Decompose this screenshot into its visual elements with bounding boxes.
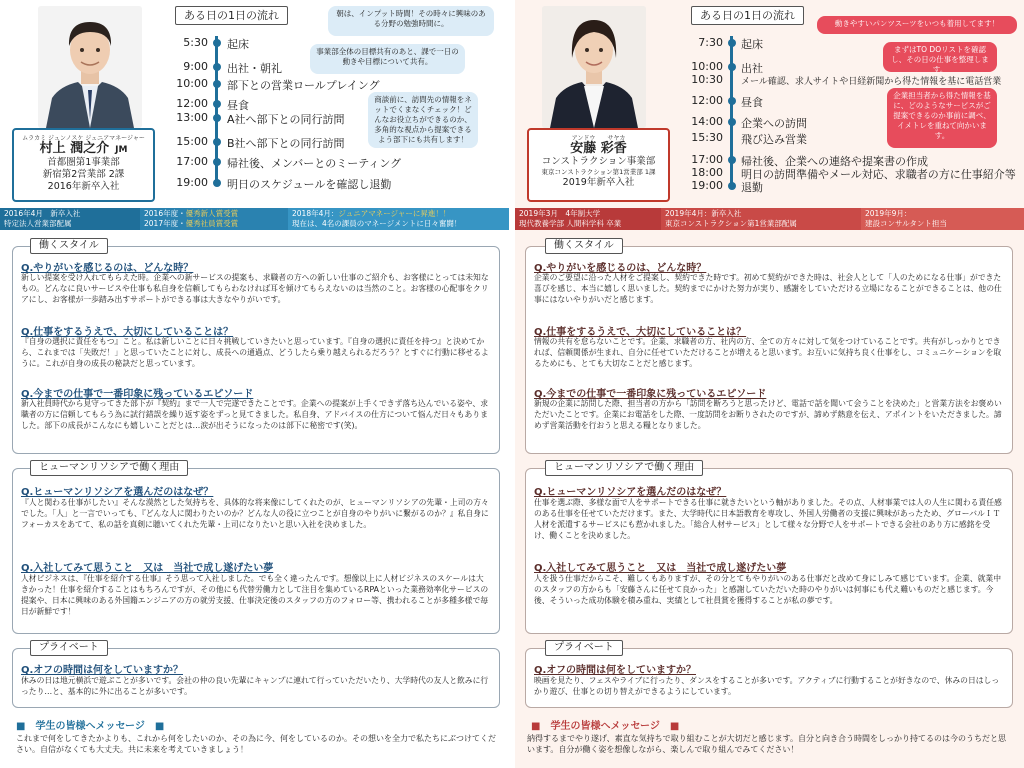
private-tab: プライベート — [30, 640, 108, 656]
career-step-line: 2016年4月 新卒入社 — [4, 209, 81, 218]
timeline-time: 10:00 — [691, 60, 723, 73]
timeline-event: 出社・朝礼 — [227, 62, 282, 75]
person-photo-icon — [38, 6, 142, 128]
private-tab: プライベート — [545, 640, 623, 656]
role-tag: JM — [115, 145, 128, 155]
timeline-dot — [213, 158, 221, 166]
question: Q.仕事をするうえで、大切にしていることは？ — [534, 327, 747, 338]
work-style-tab: 働くスタイル — [545, 238, 623, 254]
career-text: 2018年4月： — [292, 209, 339, 218]
timeline-dot — [213, 80, 221, 88]
question: Q.ヒューマンリソシアを選んだのはなぜ？ — [534, 487, 727, 498]
message-body: 納得するまでやり遂げ、素直な気持ちで取り組むことが大切だと感じます。自分と向き合う時間をしっかり持てるのは今のうちだと思います。自分が働く姿を想像しながら、楽しんで取り組んでみてください！ — [527, 734, 1006, 754]
answer: 仕事を選ぶ際、多様な面で人をサポートできる仕事に就きたいという軸がありました。その点、人材事業では人の人生に関わる責任感のある仕事を任せていただけます。また、大学時代に日本語教育を専攻し、外国人労働者の支援に興味があったため、グローバルＩＴ人材を派遣するサービスにも惹かれました。「総合人材サービス」として様々な分野で人をサポートできる会社のあり方に感銘を受け、働くことを決めました。 — [534, 498, 1002, 540]
timeline-time: 15:00 — [176, 135, 208, 148]
reason-tab: ヒューマンリソシアで働く理由 — [30, 460, 188, 476]
career-step-line — [144, 219, 284, 229]
answer: 人を扱う仕事だからこそ、難しくもありますが、その分とてもやりがいのある仕事だと改めて身にしみて感じています。企業、就業中のスタッフの方からも「安藤さんに任せて良かった」と感謝していただいた時のやりがいは何事にも代え難いものだと感じます。今後、そういった成功体験を積み重ね、実績として社員賞を獲得することが私の夢です。 — [534, 574, 1002, 605]
join-year-line: 2019年新卒入社 — [562, 177, 635, 188]
name-kana: アンドウ サヤカ — [571, 135, 626, 142]
work-style-tab: 働くスタイル — [30, 238, 108, 254]
message-title: ■ 学生の皆様へメッセージ ■ — [531, 721, 680, 732]
timeline-dot — [213, 138, 221, 146]
person-name — [14, 142, 153, 157]
timeline-event: 起床 — [741, 38, 763, 51]
career-step — [140, 208, 288, 230]
timeline-time: 10:30 — [691, 73, 723, 86]
timeline-dot — [728, 156, 736, 164]
division-line: 東京コンストラクション第1営業部 1課 — [541, 168, 656, 176]
message-body: これまで何をしてきたかよりも、これから何をしたいのか、その為に今、何をしているのか。その想いを全力で私たちにぶつけてください。自信がなくても大丈夫。共に未来を考えていきましょう！ — [16, 734, 496, 754]
timeline-event: 帰社後、企業への連絡や提案書の作成 — [741, 155, 928, 168]
left-profile-column — [0, 0, 509, 768]
note-bubble: 商談前に、訪問先の情報をネットでくまなくチェック！どんなお役立ちができるのか、多角的な視点から提案できるよう部下にも共有します！ — [368, 92, 478, 148]
timeline-event: 昼食 — [227, 99, 249, 112]
person-name: 安藤 彩香 — [570, 141, 627, 156]
note-bubble: 事業部全体の目標共有のあと、課で一日の動きや目標について共有。 — [310, 44, 465, 74]
career-band — [0, 208, 509, 230]
question: Q.今までの仕事で一番印象に残っているエピソード — [534, 389, 767, 400]
question: Q.オフの時間は何をしていますか？ — [534, 665, 696, 676]
timeline-time: 14:00 — [691, 115, 723, 128]
timeline-time: 15:30 — [691, 131, 723, 144]
question: Q.今までの仕事で一番印象に残っているエピソード — [21, 389, 254, 400]
career-text: 2017年度・ — [144, 219, 186, 228]
answer: 休みの日は地元横浜で遊ぶことが多いです。会社の仲の良い先輩にキャンプに連れて行っていただいたり、大学時代の友人と飲みに行ったり…と、基本的に外に出ることが多いです。 — [21, 676, 489, 696]
profile-photo — [38, 6, 142, 128]
division-line: 新宿第2営業部 2課 — [42, 169, 125, 180]
career-step-line: 特定法人営業部配属 — [4, 219, 72, 228]
answer: 情報の共有を怠らないことです。企業、求職者の方、社内の方、全ての方々に対して気をつけていることです。共有がしっかりとできれば、信頼関係が生まれ、自分に任せていただけることが増えると思います。お互いに気持ち良く仕事をし、コミュニケーションを取るためにも、とても大切なことだと感じます。 — [534, 337, 1002, 368]
name-kana: ムラカミ ジュンノスケ ジュニアマネージャー — [22, 135, 145, 142]
career-step-line: 2019年4月：新卒入社 — [665, 209, 742, 218]
question: Q.入社してみて思うこと 又は 当社で成し遂げたい夢 — [534, 563, 787, 574]
department-line: 首都圏第1事業部 — [47, 157, 120, 168]
career-step-line — [292, 209, 505, 219]
timeline-dot — [213, 39, 221, 47]
person-photo-icon — [542, 6, 646, 128]
career-highlight: 優秀新人賞受賞 — [185, 209, 239, 218]
timeline-dot — [728, 182, 736, 190]
timeline-event: 出社 — [741, 62, 763, 75]
timeline-time: 17:00 — [176, 155, 208, 168]
message-title: ■ 学生の皆様へメッセージ ■ — [16, 721, 165, 732]
timeline-dot — [728, 118, 736, 126]
career-step — [661, 208, 861, 230]
note-bubble: まずはTO DOリストを確認し、その日の仕事を整理します。 — [883, 42, 997, 72]
private-section — [525, 648, 1013, 708]
timeline-time: 5:30 — [183, 36, 208, 49]
career-step — [861, 208, 1024, 230]
join-year-line: 2016年新卒入社 — [47, 181, 120, 192]
career-step — [0, 208, 140, 230]
question: Q.オフの時間は何をしていますか？ — [21, 665, 183, 676]
work-style-section — [525, 246, 1013, 454]
question: Q.ヒューマンリソシアを選んだのはなぜ？ — [21, 487, 214, 498]
private-section — [12, 648, 500, 708]
timeline-time: 9:00 — [183, 60, 208, 73]
reason-tab: ヒューマンリソシアで働く理由 — [545, 460, 703, 476]
timeline-dot — [728, 97, 736, 105]
timeline-event: 昼食 — [741, 96, 763, 109]
timeline-time: 12:00 — [691, 94, 723, 107]
career-step-line: 現在は、4名の課員のマネージメントに日々奮闘！ — [292, 219, 462, 228]
timeline-time: 7:30 — [698, 36, 723, 49]
answer: 企業のご要望に沿った人材をご提案し、契約できた時です。初めて契約ができた時は、社会人として「人のためになる仕事」ができた喜びを感じ、本当に嬉しく思いました。契約までにかけた努力が実り、感謝をしていただける立場になることができることは、他の仕事にはないやりがいだと感じます。 — [534, 273, 1002, 304]
timeline-event: メール確認、求人サイトや日経新聞から得た情報を基に電話営業 — [741, 77, 1002, 87]
timeline-event: B社へ部下との同行訪問 — [227, 137, 345, 150]
answer: 新入社員時代から見守ってきた部下が『契約』まで一人で完遂できたことです。企業への提案が上手くできず落ち込んでいる姿や、求職者の方に信頼してもらう為に試行錯誤を繰り返す姿をずっと見てきました。私自身、アドバイスの仕方について悩んだ日々もありました。部下の成長がこんなにも嬉しいことだとは…涙が出そうになったのは部下に秘密です(笑)。 — [21, 399, 489, 430]
timeline-time: 19:00 — [691, 179, 723, 192]
timeline-event: 部下との営業ロールプレイング — [227, 79, 380, 92]
timeline-line — [730, 36, 733, 188]
career-step — [288, 208, 509, 230]
timeline-event: 帰社後、メンバーとのミーティング — [227, 157, 402, 170]
profile-photo — [542, 6, 646, 128]
career-highlight: ジュニアマネージャーに昇進！！ — [338, 209, 451, 218]
work-style-section — [12, 246, 500, 454]
timeline-dot — [728, 39, 736, 47]
timeline-dot — [728, 63, 736, 71]
answer: 『人と関わる仕事がしたい』そんな漠然とした気持ちを、具体的な将来像にしてくれたのが、ヒューマンリソシアの先輩・上司の方々でした。「人」と一言でいっても、『どんな人に関わりたいのか？どんな人の役に立つことが自身のやりがいに繋がるのか？』私自身にフォーカスをあてて、私の話を真剣に聴いてくれた先輩・上司になりたいと思い入社を決めました。 — [21, 498, 489, 529]
name-card — [12, 128, 155, 202]
name-card — [527, 128, 670, 202]
question: Q.やりがいを感じるのは、どんな時？ — [21, 263, 194, 274]
career-step — [515, 208, 661, 230]
note-bubble: 朝は、インプット時間！その時々に興味のある分野の勉強時間に。 — [328, 6, 494, 36]
reason-section — [12, 468, 500, 634]
answer: 新規の企業に訪問した際、担当者の方から「訪問を断ろうと思ったけど、電話で話を聞いて会うことを決めた」と営業方法をお褒めいただいたことです。企業にお電話をした際、一度訪問をお断りされたのですが、諦めず熱意を伝え、アポイントをいただきました。諦めず営業活動を行おうと思える糧となりました。 — [534, 399, 1002, 430]
note-bubble: 企業担当者から得た情報を基に、どのようなサービスがご提案できるのか事前に調べ、イメトレを重ねて向かいます。 — [887, 88, 997, 148]
timeline-dot — [213, 100, 221, 108]
timeline-dot — [213, 63, 221, 71]
answer: 人材ビジネスは、『仕事を紹介する仕事』そう思って入社しました。でも全く違ったんです。想像以上に人材ビジネスのスケールは大きかった！仕事を紹介することはもちろんですが、その他にも代替労働力として注目を集めているRPAといった業務効率化サービスの提案や、日本に興味のある外国籍エンジニアの方の就労支援、仕事決定後のスタッフの方のフォロー等、携われることが多種多様で毎日が新鮮です！ — [21, 574, 489, 616]
timeline-time: 13:00 — [176, 111, 208, 124]
question: Q.仕事をするうえで、大切にしていることは？ — [21, 327, 234, 338]
timeline-time: 19:00 — [176, 176, 208, 189]
timeline-time: 12:00 — [176, 97, 208, 110]
daily-flow-title: ある日の1日の流れ — [175, 6, 288, 25]
question: Q.やりがいを感じるのは、どんな時？ — [534, 263, 707, 274]
career-step-line: 現代教養学部 人間科学科 卒業 — [519, 219, 622, 228]
note-bubble: 動きやすいパンツスーツをいつも着用してます！ — [817, 16, 1017, 34]
timeline-time: 18:00 — [691, 166, 723, 179]
timeline-time: 17:00 — [691, 153, 723, 166]
career-step-line: 建設コンサルタント担当 — [865, 219, 947, 228]
timeline-dot — [213, 179, 221, 187]
career-step-line: 2019年3月 4年制大学 — [519, 209, 601, 218]
name-text: 村上 潤之介 — [39, 141, 110, 156]
career-step-line: 東京コンストラクション第1営業部配属 — [665, 219, 797, 228]
department-line: コンストラクション事業部 — [541, 156, 656, 167]
answer: 映画を見たり、フェスやライブに行ったり、ダンスをすることが多いです。アクティブに行動することが好きなので、休みの日はしっかり遊び、仕事との切り替えができるようにしています。 — [534, 676, 1000, 696]
career-band — [515, 208, 1024, 230]
daily-flow-title: ある日の1日の流れ — [691, 6, 804, 25]
career-step-line — [144, 209, 284, 219]
reason-section — [525, 468, 1013, 634]
right-profile-column — [515, 0, 1024, 768]
answer: 新しい提案を受け入れてもらえた時。企業への新サービスの提案も、求職者の方への新しい仕事のご紹介も、お客様にとっては未知なもの。どんなに良いサービスや仕事も私自身を信頼してもらわなければ耳を傾けてもらえないのは当然のこと。お客様の心配事をクリアにし、お客様が一歩踏み出すサポートができる事は大きなやりがいです。 — [21, 273, 489, 304]
career-highlight: 優秀社員賞受賞 — [185, 219, 239, 228]
timeline-time: 10:00 — [176, 77, 208, 90]
career-step-line: 2019年9月： — [865, 209, 912, 218]
career-text: 2016年度・ — [144, 209, 186, 218]
timeline-event: 明日のスケジュールを確認し退勤 — [227, 178, 392, 191]
timeline-event: 明日の訪問準備やメール対応、求職者の方に仕事紹介等 — [741, 168, 1016, 181]
question: Q.入社してみて思うこと 又は 当社で成し遂げたい夢 — [21, 563, 274, 574]
timeline-dot — [213, 114, 221, 122]
answer: 『自身の選択に責任をもつ』こと。私は新しいことに日々挑戦していきたいと思っています。『自身の選択に責任を持つ』と決めてから、これまでは「失敗だ！」と思っていたことに対し、成長への通過点、どうしたら乗り越えられるだろう？とすぐに行動に移せるように。これが自身の成長の秘訣だと思っています。 — [21, 337, 489, 368]
timeline-event: 企業への訪問 — [741, 117, 807, 130]
timeline-event: 退勤 — [741, 181, 763, 194]
timeline-event: A社へ部下との同行訪問 — [227, 113, 345, 126]
timeline-event: 起床 — [227, 38, 249, 51]
timeline-event: 飛び込み営業 — [741, 133, 807, 146]
